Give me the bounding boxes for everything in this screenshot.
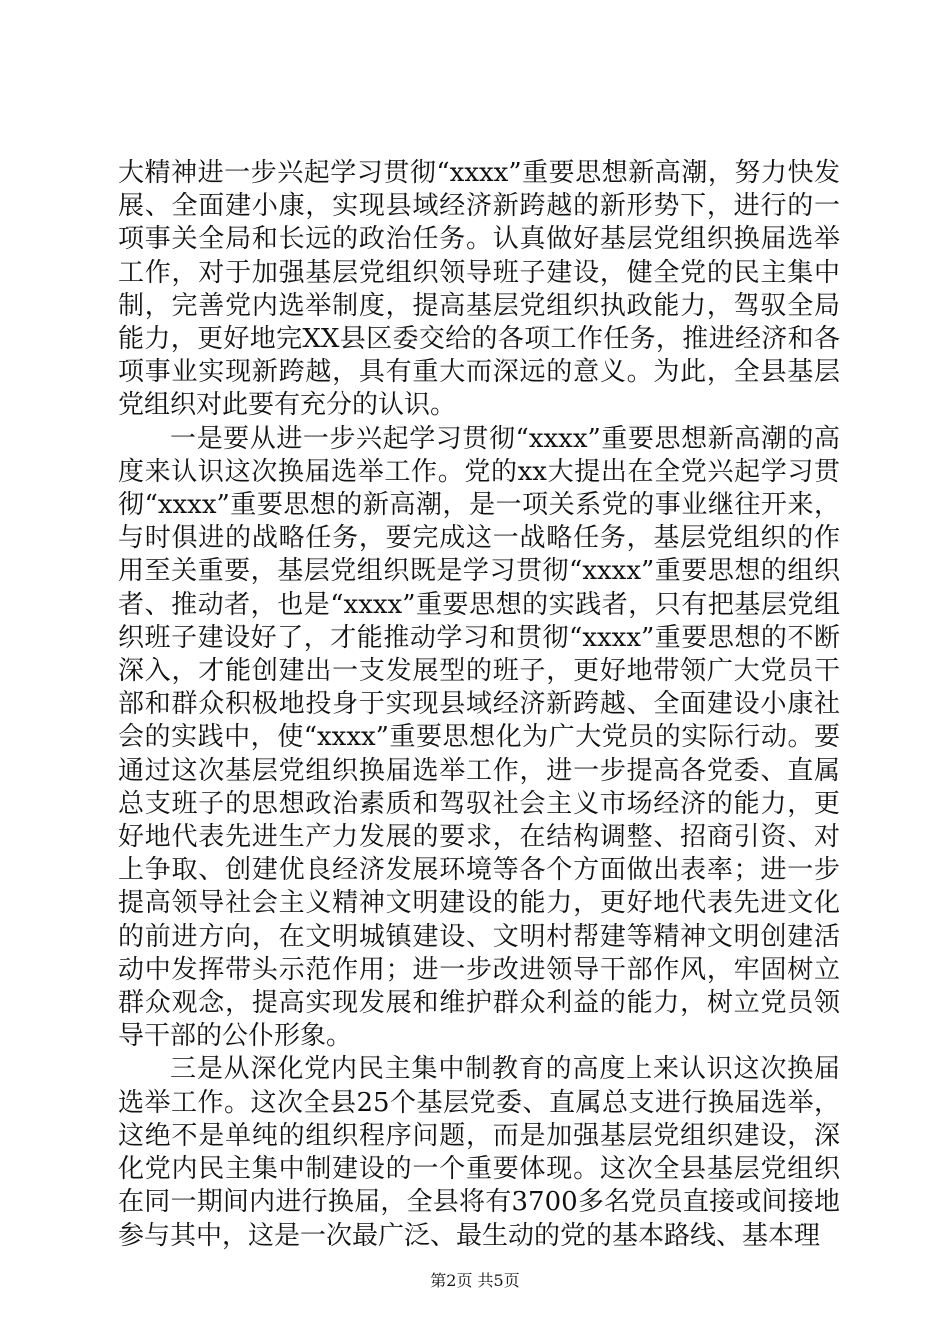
page-footer: 第2页 共5页	[430, 1271, 520, 1290]
paragraph-1: 大精神进一步兴起学习贯彻“xxxx”重要思想新高潮，努力快发展、全面建小康，实现县域经济新跨越的新形势下，进行的一项事关全局和长远的政治任务。认真做好基层党组织换届选举工作，对于加强基层党组织领导班子建设，健全党的民主集中制，完善党内选举制度，提高基层党组织执政能力，驾驭全局能力，更好地完XX县区委交给的各项工作任务，推进经济和各项事业实现新跨越，具有重大而深远的意义。为此，全县基层党组织对此要有充分的认识。	[118, 158, 840, 421]
paragraph-3: 三是从深化党内民主集中制教育的高度上来认识这次换届选举工作。这次全县25个基层党委、直属总支进行换届选举，这绝不是单纯的组织程序问题，而是加强基层党组织建设，深化党内民主集中制建设的一个重要体现。这次全县基层党组织在同一期间内进行换届，全县将有3700多名党员直接或间接地参与其中，这是一次最广泛、最生动的党的基本路线、基本理	[118, 1054, 840, 1251]
paragraph-2: 一是要从进一步兴起学习贯彻“xxxx”重要思想新高潮的高度来认识这次换届选举工作。党的xx大提出在全党兴起学习贯彻“xxxx”重要思想的新高潮，是一项关系党的事业继往开来，与时俱进的战略任务，要完成这一战略任务，基层党组织的作用至关重要，基层党组织既是学习贯彻“xxxx”重要思想的组织者、推动者，也是“xxxx”重要思想的实践者，只有把基层党组织班子建设好了，才能推动学习和贯彻“xxxx”重要思想的不断深入，才能创建出一支发展型的班子，更好地带领广大党员干部和群众积极地投身于实现县域经济新跨越、全面建设小康社会的实践中，使“xxxx”重要思想化为广大党员的实际行动。要通过这次基层党组织换届选举工作，进一步提高各党委、直属总支班子的思想政治素质和驾驭社会主义市场经济的能力，更好地代表先进生产力发展的要求，在结构调整、招商引资、对上争取、创建优良经济发展环境等各个方面做出表率；进一步提高领导社会主义精神文明建设的能力，更好地代表先进文化的前进方向，在文明城镇建设、文明村帮建等精神文明创建活动中发挥带头示范作用；进一步改进领导干部作风，牢固树立群众观念，提高实现发展和维护群众利益的能力，树立党员领导干部的公仆形象。	[118, 423, 840, 1052]
body-text	[118, 157, 840, 1253]
